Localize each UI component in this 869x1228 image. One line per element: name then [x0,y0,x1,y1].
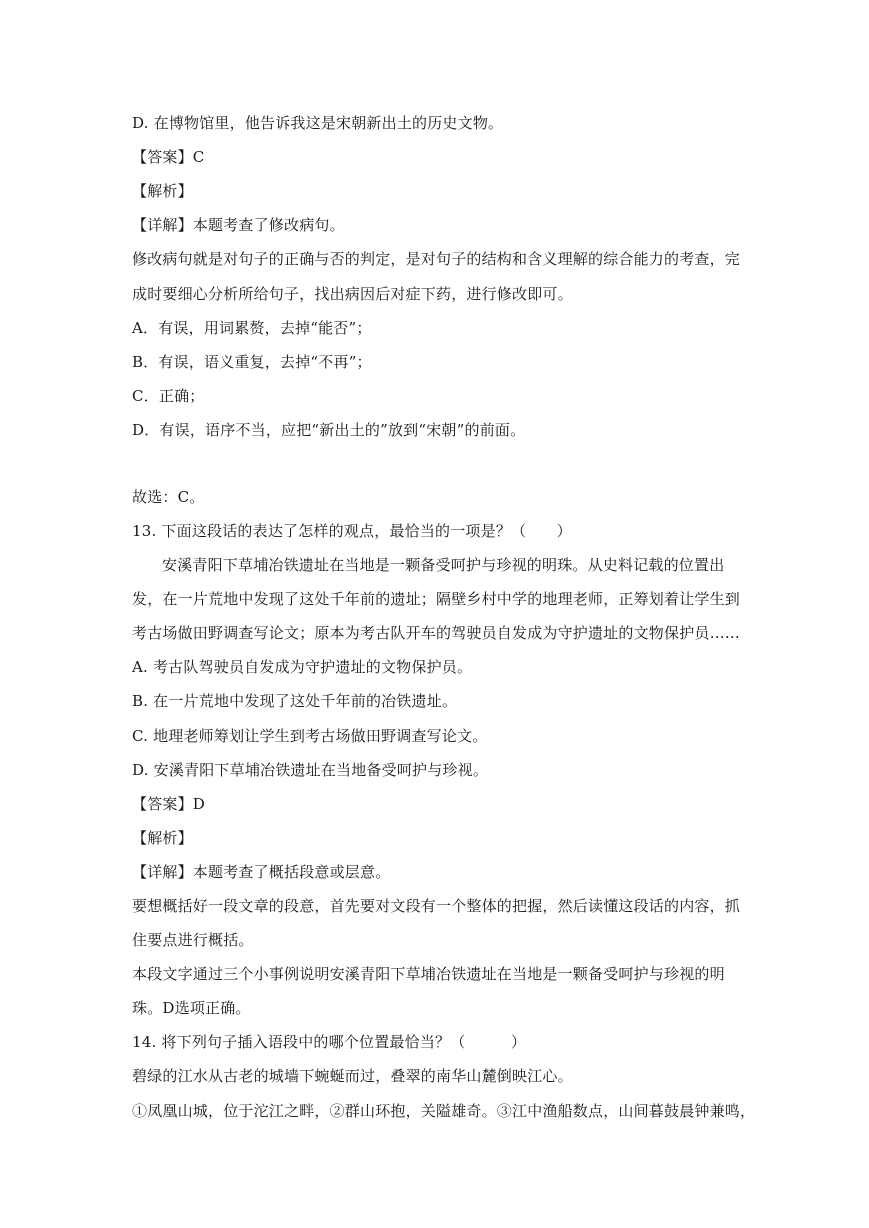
detail-label: 【详解】本题考查了概括段意或层意。 [132,863,391,881]
passage-line: 发，在一片荒地中发现了这处千年前的遗址；隔壁乡村中学的地理老师，正筹划着让学生到 [132,590,741,608]
explanation-option-c: C．正确； [132,387,205,405]
passage-line: ①凤凰山城，位于沱江之畔，②群山环抱，关隘雄奇。③江中渔船数点，山间暮鼓晨钟兼鸣， [132,1102,756,1120]
analysis-label: 【解析】 [132,829,193,847]
explanation-line: 成时要细心分析所给句子，找出病因后对症下药，进行修改即可。 [132,285,573,303]
option-d: D. 安溪青阳下草埔冶铁遗址在当地备受呵护与珍视。 [132,761,489,779]
option-a: A. 考古队驾驶员自发成为守护遗址的文物保护员。 [132,658,473,676]
explanation-line: 修改病句就是对句子的正确与否的判定，是对句子的结构和含义理解的综合能力的考查，完 [132,250,741,268]
explanation-line: 本段文字通过三个小事例说明安溪青阳下草埔冶铁遗址在当地是一颗备受呵护与珍视的明 [132,965,725,983]
passage-line: 安溪青阳下草埔冶铁遗址在当地是一颗备受呵护与珍视的明珠。从史料记载的位置出 [162,556,725,574]
option-c: C. 地理老师筹划让学生到考古场做田野调查写论文。 [132,727,488,745]
explanation-line: 住要点进行概括。 [132,931,254,949]
option-d-line: D. 在博物馆里，他告诉我这是宋朝新出土的历史文物。 [132,114,504,132]
explanation-line: 要想概括好一段文章的段意，首先要对文段有一个整体的把握，然后读懂这段话的内容，抓 [132,897,741,915]
passage-line: 考古场做田野调查写论文；原本为考古队开车的驾驶员自发成为守护遗址的文物保护员…… [132,624,741,642]
option-b: B. 在一片荒地中发现了这处千年前的冶铁遗址。 [132,692,458,710]
insert-sentence: 碧绿的江水从古老的城墙下蜿蜒而过，叠翠的南华山麓倒映江心。 [132,1067,573,1085]
answer-label: 【答案】D [132,795,206,813]
explanation-option-d: D．有误，语序不当，应把“新出土的”放到“宋朝”的前面。 [132,421,526,439]
detail-label: 【详解】本题考查了修改病句。 [132,216,345,234]
explanation-line: 珠。D选项正确。 [132,999,251,1017]
conclusion-line: 故选：C。 [132,488,205,506]
explanation-option-b: B．有误，语义重复，去掉“不再”； [132,353,372,371]
analysis-label: 【解析】 [132,182,193,200]
explanation-option-a: A．有误，用词累赘，去掉“能否”； [132,319,372,337]
question-14-title: 14. 将下列句子插入语段中的哪个位置最恰当？（ ） [132,1033,527,1051]
question-13-title: 13. 下面这段话的表达了怎样的观点，最恰当的一项是？（ ） [132,522,572,540]
answer-label: 【答案】C [132,148,205,166]
